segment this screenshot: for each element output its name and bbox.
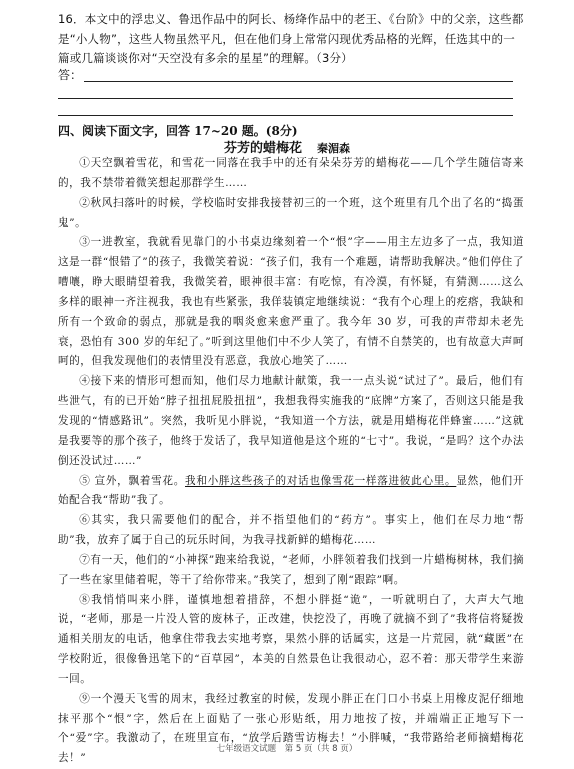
page-footer: 七年级语文试题 第 5 页（共 8 页）: [216, 744, 358, 754]
underlined-sentence: 我和小胖这些孩子的对话也像雪花一样落进彼此心里。: [185, 474, 457, 487]
paragraph-6: ⑥其实，我只需要他们的配合，并不指望他们的“药方”。事实上，他们在尽力地“帮助”我，放弃了属于自己的玩乐时间，为我寻找新鲜的蜡梅花……: [58, 514, 524, 547]
answer-line-1[interactable]: [84, 81, 513, 82]
paragraph-2: ②秋风扫落叶的时候，学校临时安排我接替初三的一个班，这个班里有几个出了名的“捣蛋鬼”。: [58, 196, 524, 229]
article-title: 芬芳的蜡梅花: [223, 141, 302, 156]
paragraph-4: ④接下来的情形可想而知，他们尽力地献计献策，我一一点头说“试过了”。最后，他们有些泄气，有的已开始“脖子扭扭屁股扭扭”，我想我得实施我的“底牌”方案了，否则这只能是我发现的“情感路讯”。突然，我听见小胖说，“我知道一个方法，就是用蜡梅花伴蜂蜜……”这就是我要等的那个孩子，他终于发话了，我早知道他是这个班的“七寸”。我说，“是吗？这个办法倒还没试过……”: [58, 375, 524, 467]
paragraph-5: [58, 472, 524, 512]
paragraph-7: ⑦有一天，他们的“小神探”跑来给我说，“老师，小胖领着我们找到一片蜡梅树林，我们摘了一些在家里储着呢，等干了给你带来。”我笑了，想到了刚“跟踪”啊。: [58, 553, 524, 586]
section-4-heading: 四、阅读下面文字，回答 17~20 题。(8分): [58, 124, 298, 138]
paragraph-3: ③一进教室，我就看见靠门的小书桌边缘刻着一个“恨”字——用主左边多了一点，我知道这是一群“恨错了”的孩子，我微笑着说：“孩子们，我有一个难题，请帮助我解决。”他们停住了嘈嚷，睁大眼睛望着我，我微笑着，眼神很丰富：有吃惊，有冷漠，有怀疑，有猜测……这么多样的眼神一齐注视我，我也有些紧张，我佯装镇定地继续说：“我有个心理上的疙瘩，我缺和所有一个致命的弱点，那就是我的咽炎愈来愈严重了。我今年 30 岁，可我的声带却未老先衰，恐怕有 300 岁的年纪了。”听到这里他们中不少人笑了，有情不自禁笑的，也有故意大声呵呵的，但我发现他们的表情里没有恶意，我放心地笑了……: [58, 236, 524, 368]
question-16: 16．本文中的浮忠义、鲁迅作品中的阿长、杨绛作品中的老王、《台阶》中的父亲，这些都是“小人物”，这些人物虽然平凡，但在他们身上常常闪现优秀品格的光辉，任选其中的一篇或几篇谈谈你对“天空没有多余的星星”的理解。（3分）: [58, 12, 524, 65]
paragraph-1: ①天空飘着雪花，和雪花一同落在我手中的还有朵朵芬芳的蜡梅花——几个学生随信寄来的，我不禁带着微笑想起那群学生……: [58, 157, 524, 189]
paragraph-5-tail: 显然，他们开始配合我“帮助”我了。: [58, 474, 524, 507]
answer-label: 答：: [58, 68, 83, 82]
answer-line-3[interactable]: [58, 115, 513, 116]
answer-line-2[interactable]: [58, 98, 513, 99]
article-author: 秦湄森: [317, 142, 351, 155]
paragraph-9: ⑨一个漫天飞雪的周末，我经过教室的时候，发现小胖正在门口小书桌上用橡皮泥仔细地抹平那个“恨”字，然后在上面贴了一张心形贴纸，用力地按了按，并端端正正地写下一个“爱”字。我激动了，在班里宣布，“放学后踏雪访梅去！”小胖喊，“我带路给老师摘蜡梅花去！”: [58, 692, 524, 765]
article-body: [58, 154, 524, 769]
paragraph-5-lead: ⑤ 宣外，飘着雪花。: [79, 474, 186, 487]
paragraph-8: ⑧我悄悄叫来小胖，谨慎地想着措辞，不想小胖挺“诡”，一听就明白了，大声大气地说，“老师，那是一片没人管的废林子，正改建，快挖没了，再晚了就摘不到了”我将信将疑拨通相关朋友的电话，他拿住带我去实地考察，果然小胖的话属实，这是一片荒园，就“藏匿”在学校附近，很像鲁迅笔下的“百草园”，本美的自然景色让我很动心，忍不着：那天带学生来游一回。: [58, 593, 524, 685]
